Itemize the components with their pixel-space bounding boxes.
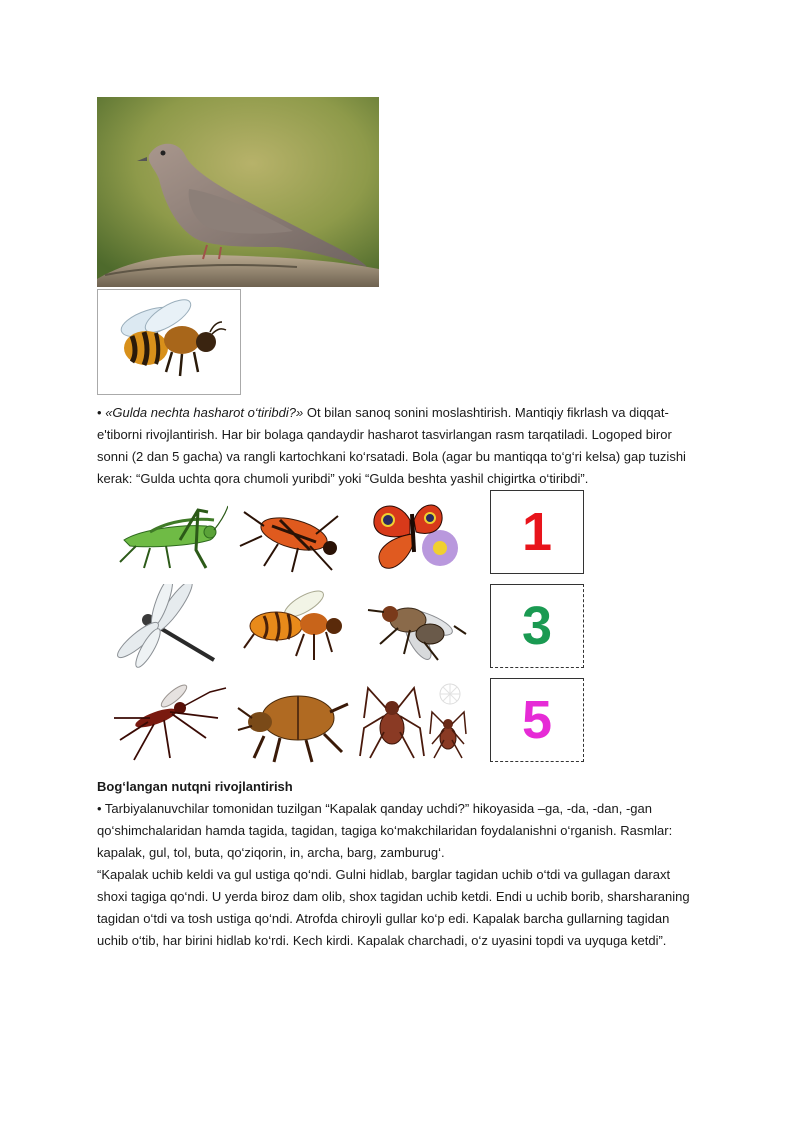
dragonfly-icon bbox=[110, 584, 228, 672]
fly-icon bbox=[358, 584, 476, 672]
wasp-icon bbox=[234, 584, 352, 672]
wasp-card bbox=[234, 584, 352, 672]
task-text: • Tarbiyalanuvchilar tomonidan tuzilgan “Kapalak qanday uchdi?” hikoyasida –ga, -da, -dan, -gan qo‘shimchalaridan hamda tagida, tagidan, tagiga ko‘makchilaridan foydalanishni o‘rganish. Rasmlar: kapalak, gul, tol, buta, qo‘ziqorin, in, archa, barg, zamburug‘. bbox=[97, 801, 673, 860]
number-card-5 bbox=[490, 678, 584, 762]
number-3: 3 bbox=[521, 596, 553, 656]
pigeon-icon bbox=[97, 97, 379, 287]
grasshopper-icon bbox=[110, 490, 228, 578]
grasshopper-card bbox=[110, 490, 228, 578]
number-1: 1 bbox=[521, 502, 553, 562]
mosquito-icon bbox=[110, 678, 228, 766]
beetle-icon bbox=[234, 490, 352, 578]
mosquito-card bbox=[110, 678, 228, 766]
story-text: “Kapalak uchib keldi va gul ustiga qo‘ndi. Gulni hidlab, barglar tagidan uchib o‘tdi va gullagan daraxt shoxi tagiga qo‘ndi. U yerda biroz dam olib, shox tagidan uchib ketdi. Endi u uchib borib, sharsharaning tagidan o‘tdi va tosh ustiga qo‘ndi. Atrofda chiroyli gullar ko‘p edi. Kapalak barcha gullarning tagidan uchib o‘tib, har birini hidlab ko‘rdi. Kech kirdi. Kapalak charchadi, o‘z uyasini topdi va uyquga ketdi”. bbox=[97, 867, 690, 948]
spiders-card bbox=[358, 678, 476, 766]
butterfly-card bbox=[358, 490, 476, 578]
number-card-1 bbox=[490, 490, 584, 574]
number-card-3 bbox=[490, 584, 584, 668]
dragonfly-card bbox=[110, 584, 228, 672]
bee-illustration bbox=[97, 289, 241, 395]
bug-icon bbox=[234, 678, 352, 766]
game-body: Ot bilan sanoq sonini moslashtirish. Mantiqiy fikrlash va diqqat-e'tiborni rivojlantirish. Har bir bolaga qandaydir hasharot tasvirlangan rasm tarqatiladi. Logoped biror sonni (2 dan 5 gacha) va rangli kartochkani ko‘rsatadi. Bola (agar bu mantiqqa to‘g‘ri kelsa) gap tuzishi kerak: “Gulda uchta qora chumoli yuribdi” yoki “Gulda beshta yashil chigirtka o‘tiribdi”. bbox=[97, 405, 686, 486]
bee-icon bbox=[98, 290, 240, 394]
butterfly-icon bbox=[358, 490, 476, 578]
bug-card bbox=[234, 678, 352, 766]
pigeon-photo bbox=[97, 97, 379, 287]
fly-card bbox=[358, 584, 476, 672]
spiders-icon bbox=[358, 678, 476, 766]
number-5: 5 bbox=[521, 690, 553, 750]
game-description bbox=[97, 402, 702, 490]
section-heading: Bog‘langan nutqni rivojlantirish bbox=[97, 779, 293, 794]
beetle-card bbox=[234, 490, 352, 578]
game-title: «Gulda nechta hasharot o‘tiribdi?» bbox=[105, 405, 304, 420]
bullet: • bbox=[97, 405, 102, 420]
